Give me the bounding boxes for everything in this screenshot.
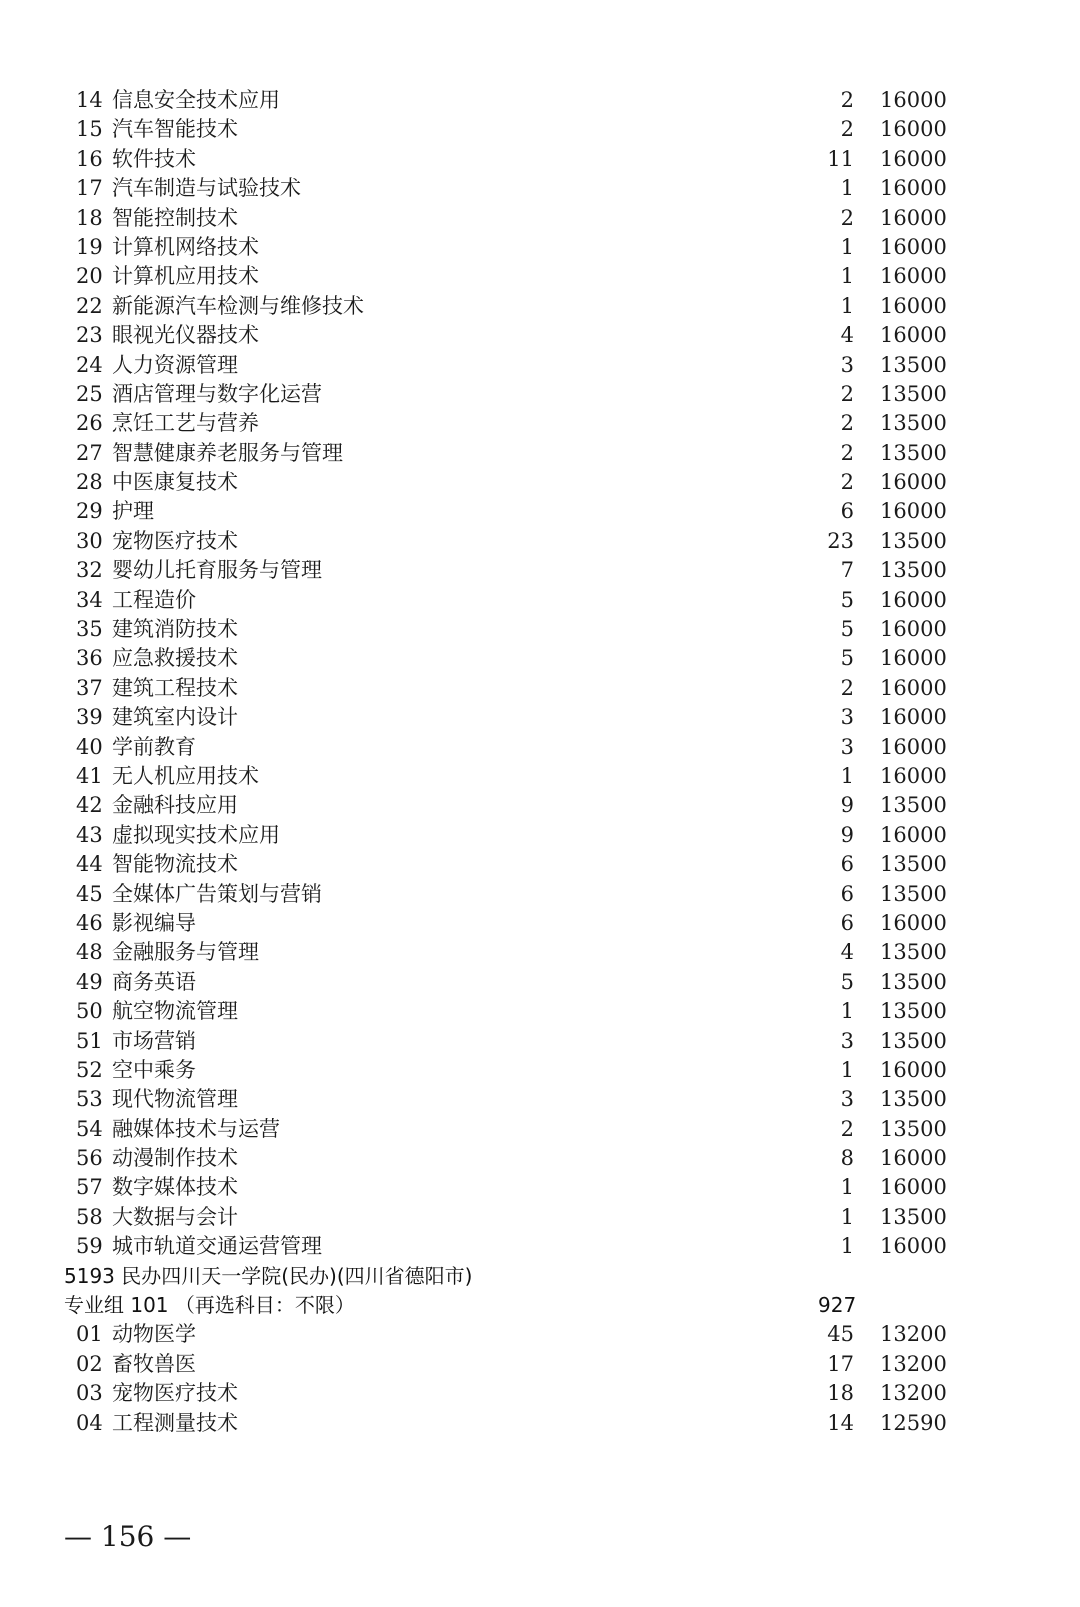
tuition-fee: 16000	[880, 705, 947, 730]
enrollment-count: 2	[840, 117, 854, 142]
program-code: 54	[76, 1116, 103, 1141]
enrollment-count: 1	[840, 1234, 854, 1259]
enrollment-count: 3	[840, 352, 854, 377]
enrollment-count: 2	[840, 381, 854, 406]
program-code: 53	[76, 1087, 103, 1112]
program-name: 金融科技应用	[112, 793, 238, 818]
program-code: 28	[76, 470, 103, 495]
program-code: 26	[76, 411, 103, 436]
program-code: 39	[76, 705, 103, 730]
program-row	[0, 115, 1080, 144]
enrollment-count: 1	[840, 264, 854, 289]
tuition-fee: 13500	[880, 440, 947, 465]
program-code: 29	[76, 499, 103, 524]
tuition-fee: 16000	[880, 264, 947, 289]
program-name: 虚拟现实技术应用	[112, 822, 280, 847]
group-count: 927	[818, 1293, 857, 1318]
program-row	[0, 1232, 1080, 1261]
program-code: 48	[76, 940, 103, 965]
program-code: 25	[76, 381, 103, 406]
program-name: 酒店管理与数字化运营	[112, 381, 322, 406]
program-row	[0, 1320, 1080, 1349]
program-code: 30	[76, 528, 103, 553]
enrollment-count: 4	[840, 323, 854, 348]
group-header	[0, 1291, 1080, 1320]
program-row	[0, 1144, 1080, 1173]
tuition-fee: 16000	[880, 1234, 947, 1259]
program-row	[0, 968, 1080, 997]
program-name: 智能控制技术	[112, 205, 238, 230]
tuition-fee: 13500	[880, 969, 947, 994]
program-row	[0, 174, 1080, 203]
tuition-fee: 16000	[880, 176, 947, 201]
program-code: 22	[76, 293, 103, 318]
program-row	[0, 497, 1080, 526]
program-name: 应急救援技术	[112, 646, 238, 671]
tuition-fee: 13500	[880, 411, 947, 436]
tuition-fee: 13500	[880, 999, 947, 1024]
program-name: 建筑室内设计	[112, 705, 238, 730]
program-code: 51	[76, 1028, 103, 1053]
program-name: 宠物医疗技术	[112, 528, 238, 553]
program-name: 计算机应用技术	[112, 264, 259, 289]
tuition-fee: 16000	[880, 146, 947, 171]
program-code: 40	[76, 734, 103, 759]
program-row	[0, 1379, 1080, 1408]
program-row	[0, 1085, 1080, 1114]
page-number: — 156 —	[64, 1520, 192, 1553]
program-row	[0, 880, 1080, 909]
program-code: 15	[76, 117, 103, 142]
program-code: 17	[76, 176, 103, 201]
program-row	[0, 733, 1080, 762]
tuition-fee: 16000	[880, 1146, 947, 1171]
program-name: 中医康复技术	[112, 470, 238, 495]
tuition-fee: 16000	[880, 646, 947, 671]
program-row	[0, 204, 1080, 233]
enrollment-count: 1	[840, 1175, 854, 1200]
program-code: 37	[76, 675, 103, 700]
tuition-fee: 13500	[880, 1028, 947, 1053]
program-row	[0, 439, 1080, 468]
enrollment-count: 2	[840, 675, 854, 700]
program-row	[0, 292, 1080, 321]
program-code: 45	[76, 881, 103, 906]
program-row	[0, 262, 1080, 291]
program-code: 32	[76, 558, 103, 583]
tuition-fee: 16000	[880, 117, 947, 142]
enrollment-count: 11	[827, 146, 854, 171]
tuition-fee: 16000	[880, 734, 947, 759]
program-name: 新能源汽车检测与维修技术	[112, 293, 364, 318]
program-row	[0, 1409, 1080, 1438]
program-row	[0, 615, 1080, 644]
program-row	[0, 1115, 1080, 1144]
enrollment-count: 17	[827, 1351, 854, 1376]
tuition-fee: 13500	[880, 793, 947, 818]
program-code: 14	[76, 88, 103, 112]
program-name: 空中乘务	[112, 1057, 196, 1082]
program-list	[0, 86, 1080, 1438]
tuition-fee: 16000	[880, 499, 947, 524]
enrollment-count: 2	[840, 470, 854, 495]
program-name: 现代物流管理	[112, 1087, 238, 1112]
program-name: 信息安全技术应用	[112, 88, 280, 112]
program-name: 人力资源管理	[112, 352, 238, 377]
enrollment-count: 14	[827, 1410, 854, 1435]
program-code: 01	[76, 1322, 103, 1347]
program-row	[0, 791, 1080, 820]
enrollment-count: 1	[840, 1204, 854, 1229]
program-code: 52	[76, 1057, 103, 1082]
program-name: 动漫制作技术	[112, 1146, 238, 1171]
program-row	[0, 468, 1080, 497]
enrollment-count: 3	[840, 734, 854, 759]
program-row	[0, 703, 1080, 732]
program-name: 无人机应用技术	[112, 763, 259, 788]
program-row	[0, 674, 1080, 703]
program-code: 41	[76, 763, 103, 788]
enrollment-count: 6	[840, 910, 854, 935]
enrollment-count: 2	[840, 411, 854, 436]
tuition-fee: 13500	[880, 558, 947, 583]
program-row	[0, 1173, 1080, 1202]
enrollment-count: 5	[840, 646, 854, 671]
program-name: 金融服务与管理	[112, 940, 259, 965]
program-code: 56	[76, 1146, 103, 1171]
program-code: 18	[76, 205, 103, 230]
program-row	[0, 380, 1080, 409]
enrollment-count: 2	[840, 205, 854, 230]
program-row	[0, 909, 1080, 938]
program-name: 市场营销	[112, 1028, 196, 1053]
program-name: 眼视光仪器技术	[112, 323, 259, 348]
tuition-fee: 16000	[880, 910, 947, 935]
program-name: 动物医学	[112, 1322, 196, 1347]
program-row	[0, 1027, 1080, 1056]
program-row	[0, 527, 1080, 556]
tuition-fee: 16000	[880, 1175, 947, 1200]
enrollment-count: 8	[840, 1146, 854, 1171]
program-row	[0, 145, 1080, 174]
program-name: 学前教育	[112, 734, 196, 759]
program-code: 49	[76, 969, 103, 994]
enrollment-count: 3	[840, 1087, 854, 1112]
program-name: 数字媒体技术	[112, 1175, 238, 1200]
enrollment-count: 3	[840, 1028, 854, 1053]
tuition-fee: 16000	[880, 1057, 947, 1082]
program-row	[0, 351, 1080, 380]
program-name: 宠物医疗技术	[112, 1381, 238, 1406]
group-label: 专业组 101 （再选科目：不限）	[64, 1293, 355, 1318]
program-code: 35	[76, 617, 103, 642]
enrollment-count: 6	[840, 499, 854, 524]
program-row	[0, 821, 1080, 850]
tuition-fee: 16000	[880, 234, 947, 259]
tuition-fee: 13200	[880, 1381, 947, 1406]
tuition-fee: 13200	[880, 1322, 947, 1347]
program-code: 04	[76, 1410, 103, 1435]
program-row	[0, 1203, 1080, 1232]
program-name: 工程造价	[112, 587, 196, 612]
program-code: 57	[76, 1175, 103, 1200]
program-name: 融媒体技术与运营	[112, 1116, 280, 1141]
program-name: 婴幼儿托育服务与管理	[112, 558, 322, 583]
enrollment-count: 9	[840, 822, 854, 847]
program-row	[0, 1056, 1080, 1085]
enrollment-count: 7	[840, 558, 854, 583]
program-row	[0, 409, 1080, 438]
institution-header	[0, 1262, 1080, 1291]
program-name: 城市轨道交通运营管理	[112, 1234, 322, 1259]
tuition-fee: 13200	[880, 1351, 947, 1376]
enrollment-count: 5	[840, 617, 854, 642]
enrollment-count: 5	[840, 587, 854, 612]
program-code: 36	[76, 646, 103, 671]
program-code: 24	[76, 352, 103, 377]
program-code: 19	[76, 234, 103, 259]
enrollment-count: 1	[840, 763, 854, 788]
enrollment-count: 1	[840, 234, 854, 259]
program-name: 建筑工程技术	[112, 675, 238, 700]
tuition-fee: 16000	[880, 323, 947, 348]
program-name: 大数据与会计	[112, 1204, 238, 1229]
enrollment-count: 1	[840, 999, 854, 1024]
tuition-fee: 16000	[880, 763, 947, 788]
program-code: 16	[76, 146, 103, 171]
program-row	[0, 586, 1080, 615]
tuition-fee: 13500	[880, 1116, 947, 1141]
tuition-fee: 13500	[880, 528, 947, 553]
enrollment-count: 18	[827, 1381, 854, 1406]
program-name: 烹饪工艺与营养	[112, 411, 259, 436]
program-name: 工程测量技术	[112, 1410, 238, 1435]
program-row	[0, 850, 1080, 879]
program-code: 59	[76, 1234, 103, 1259]
enrollment-count: 2	[840, 88, 854, 112]
program-name: 建筑消防技术	[112, 617, 238, 642]
program-name: 畜牧兽医	[112, 1351, 196, 1376]
program-name: 汽车制造与试验技术	[112, 176, 301, 201]
tuition-fee: 13500	[880, 1087, 947, 1112]
program-code: 43	[76, 822, 103, 847]
enrollment-count: 23	[827, 528, 854, 553]
tuition-fee: 13500	[880, 940, 947, 965]
tuition-fee: 13500	[880, 881, 947, 906]
enrollment-count: 3	[840, 705, 854, 730]
enrollment-count: 2	[840, 440, 854, 465]
program-row	[0, 556, 1080, 585]
enrollment-count: 6	[840, 881, 854, 906]
program-name: 商务英语	[112, 969, 196, 994]
program-name: 智慧健康养老服务与管理	[112, 440, 343, 465]
program-row	[0, 997, 1080, 1026]
tuition-fee: 16000	[880, 587, 947, 612]
program-name: 全媒体广告策划与营销	[112, 881, 322, 906]
program-code: 42	[76, 793, 103, 818]
program-row	[0, 762, 1080, 791]
program-row	[0, 644, 1080, 673]
program-code: 23	[76, 323, 103, 348]
program-code: 50	[76, 999, 103, 1024]
program-code: 44	[76, 852, 103, 877]
program-name: 计算机网络技术	[112, 234, 259, 259]
enrollment-count: 6	[840, 852, 854, 877]
program-code: 46	[76, 910, 103, 935]
program-name: 影视编导	[112, 910, 196, 935]
tuition-fee: 16000	[880, 822, 947, 847]
tuition-fee: 16000	[880, 470, 947, 495]
enrollment-count: 9	[840, 793, 854, 818]
tuition-fee: 16000	[880, 88, 947, 112]
program-name: 汽车智能技术	[112, 117, 238, 142]
enrollment-count: 2	[840, 1116, 854, 1141]
tuition-fee: 16000	[880, 205, 947, 230]
program-code: 58	[76, 1204, 103, 1229]
program-row	[0, 233, 1080, 262]
tuition-fee: 13500	[880, 352, 947, 377]
program-code: 03	[76, 1381, 103, 1406]
enrollment-count: 1	[840, 293, 854, 318]
program-name: 航空物流管理	[112, 999, 238, 1024]
program-code: 02	[76, 1351, 103, 1376]
tuition-fee: 13500	[880, 1204, 947, 1229]
program-row	[0, 938, 1080, 967]
tuition-fee: 16000	[880, 617, 947, 642]
program-code: 34	[76, 587, 103, 612]
program-name: 软件技术	[112, 146, 196, 171]
program-name: 护理	[112, 499, 154, 524]
tuition-fee: 13500	[880, 852, 947, 877]
program-name: 智能物流技术	[112, 852, 238, 877]
program-code: 20	[76, 264, 103, 289]
enrollment-count: 1	[840, 176, 854, 201]
enrollment-count: 5	[840, 969, 854, 994]
enrollment-count: 1	[840, 1057, 854, 1082]
program-row	[0, 321, 1080, 350]
enrollment-count: 45	[827, 1322, 854, 1347]
program-row	[0, 86, 1080, 115]
tuition-fee: 12590	[880, 1410, 947, 1435]
institution-name: 5193 民办四川天一学院(民办)(四川省德阳市)	[64, 1263, 473, 1288]
tuition-fee: 16000	[880, 675, 947, 700]
program-code: 27	[76, 440, 103, 465]
tuition-fee: 13500	[880, 381, 947, 406]
tuition-fee: 16000	[880, 293, 947, 318]
program-row	[0, 1350, 1080, 1379]
enrollment-count: 4	[840, 940, 854, 965]
